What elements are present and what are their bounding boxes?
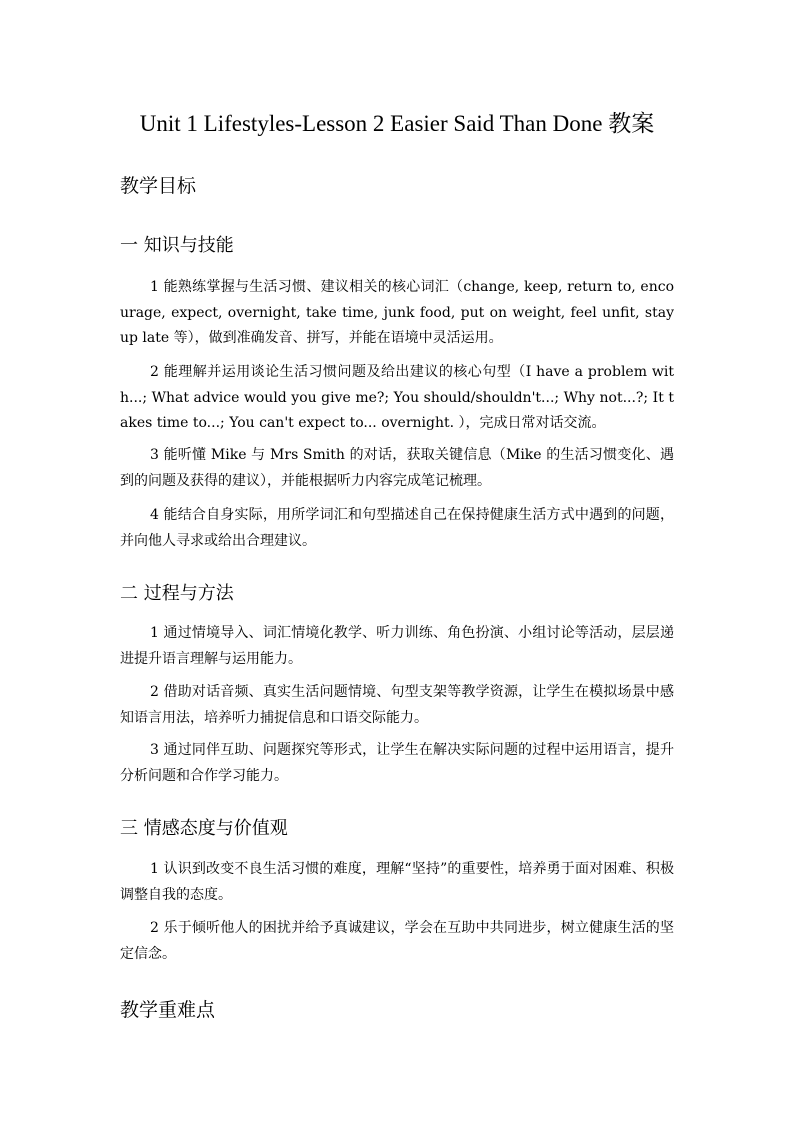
section-heading-teaching-goals: 教学目标: [120, 175, 197, 197]
part2-item-2: 2 借助对话音频、真实生活问题情境、句型支架等教学资源，让学生在模拟场景中感知语言用法，培养听力捕捉信息和口语交际能力。: [120, 684, 674, 726]
part2-item-1: 1 通过情境导入、词汇情境化教学、听力训练、角色扮演、小组讨论等活动，层层递进提升语言理解与运用能力。: [120, 625, 674, 667]
part3-item-1: 1 认识到改变不良生活习惯的难度，理解“坚持”的重要性，培养勇于面对困难、积极调整自我的态度。: [120, 861, 674, 903]
document-title: Unit 1 Lifestyles-Lesson 2 Easier Said Than Done 教案: [139, 111, 655, 136]
part1-item-3: 3 能听懂 Mike 与 Mrs Smith 的对话，获取关键信息（Mike 的生活习惯变化、遇到的问题及获得的建议），并能根据听力内容完成笔记梳理。: [120, 447, 674, 489]
part1-item-2: 2 能理解并运用谈论生活习惯问题及给出建议的核心句型（I have a problem with...; What advice would you give me?; You should/shouldn't...; Why not...?; It takes time to...; You can't expect to... overnight. ），完成日常对话交流。: [120, 364, 674, 431]
part1-item-1: 1 能熟练掌握与生活习惯、建议相关的核心词汇（change, keep, return to, encourage, expect, overnight, take time, junk food, put on weight, feel unfit, stay up late 等），做到准确发音、拼写，并能在语境中灵活运用。: [120, 279, 674, 346]
part1-item-4: 4 能结合自身实际，用所学词汇和句型描述自己在保持健康生活方式中遇到的问题，并向他人寻求或给出合理建议。: [120, 507, 674, 549]
part2-heading: 二 过程与方法: [120, 583, 234, 604]
part1-heading: 一 知识与技能: [120, 235, 234, 256]
part2-item-3: 3 通过同伴互助、问题探究等形式，让学生在解决实际问题的过程中运用语言，提升分析问题和合作学习能力。: [120, 742, 674, 784]
part3-heading: 三 情感态度与价值观: [120, 818, 288, 839]
section-heading-key-points: 教学重难点: [120, 999, 216, 1021]
part3-item-2: 2 乐于倾听他人的困扰并给予真诚建议，学会在互助中共同进步，树立健康生活的坚定信念。: [120, 920, 674, 962]
